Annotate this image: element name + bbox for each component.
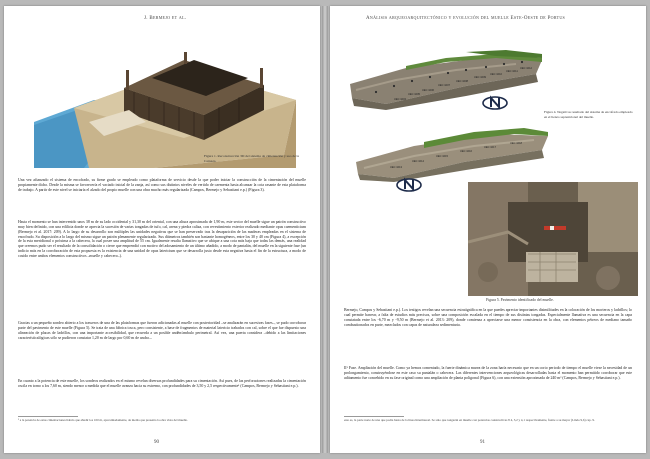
right-footnote-rule (344, 416, 404, 417)
figure-5-excavation-photo (468, 182, 638, 296)
book-gutter (322, 6, 328, 453)
ue-label: UEC 1015 (436, 155, 448, 158)
north-arrow-icon (480, 92, 510, 114)
right-paragraph-2: II¹ Fase. Ampliación del muelle. Como ya hemos comentado, la fuerte dinámica marea de la zona haría necesario que en un corto periodo de tiempo el muelle viese la necesidad de un prolongamiento, construyéndose en este caso su pantalán o cabecera. Las diferentes intervenciones arqueológicas desarrolladas hasta el momento han permitido corroborar que este aditamento fue concebido en su fase original como una ampliación de planta poligonal (Figura 6), con una extensión aproximada de 240 m² (Campos, Bermejo y Sebastiani e.p.). (344, 366, 632, 380)
right-footnote: este es, la parte norte de una que podía hasta de la línea Intermareal. Se sólo que tongarán en muelle con potencias constructivas 8 4, 3,2 y 4,1 respectivamente, frente a su mayor (Lindo 9,6) cap. 9. (344, 418, 595, 422)
left-running-head: J. Bermejo et al. (144, 16, 187, 21)
ue-label: UEC 1009 (474, 76, 486, 79)
ue-label: UEC 1004 (394, 98, 406, 101)
ue-label: UEC 1010 (490, 73, 502, 76)
ue-label: UEC 1017 (484, 146, 496, 149)
left-paragraph-2: Hasta el momento se han intervenido unos 38 m de su lado occidental y 31,30 m del oriental, con una altura aproximada de 1,90 m, este sector del muelle sigue un patrón constructivo muy bien definido, con una edilicia donde se aprecia la sucesión de varias tongadas de tufo, cal, arena y piedra caliza, con revestimiento exterior realizado mediante opus caementicium (Bermejo et al. 2017: 209). A lo largo de su desarrollo son múltiples las unidades negativas que se han preservado tras la desaparición de las maderas empleadas en el sistema de encofrado. Su disposición a lo largo del mismo sigue un patrón plenamente regularizado. Sus diámetros también son bastante homogéneos, entre los 30 y 40 cm (Figura 4), a excepción de la esta meridional o próxima a la cabecera, la cual posee una amplitud de 55 cm. Igualmente resalta llamativo que se ubique a una cota más baja que todas las demás, una realidad que creemos pudo ser el resultado de la consolidación o cierre que emprendió con motivo del adosamiento de un último añadido, a modo de pantalán, del muelle en la siguiente fase (un indicio más en la corroboración de esta propuesta es la existencia de una unidad de opus latericium que se desarrolla justo desde esta negativa hasta el fin de la estructura, a modo de cosido entre ambos elementos constructivos –muelle y cabecero–). (18, 220, 306, 258)
ue-label: UEC 1018 (510, 142, 522, 145)
figure-5-photo (468, 182, 638, 296)
north-arrow-icon (394, 174, 424, 196)
left-footnote-rule (18, 416, 78, 417)
ue-label: UEC 1011 (506, 70, 518, 73)
ue-label: UEC 1012 (520, 67, 532, 70)
ue-label: UEC 1007 (438, 84, 450, 87)
figure-4-photogrammetry-bottom (354, 122, 550, 182)
left-page (4, 6, 320, 453)
right-paragraph-1: Bermejo, Campos y Sebastiani e.p.). Los testigos revelan una secuencia estratigráfica en la que puedes apreciar importantes disimilitudes en la coloración de los morteros y ladrillos; lo cual permite barrear, a falta de estudios más precisos, sobre una composición escalada en el tiempo de sus distintas tongadas. Especialmente llamativa es una secuencia en la capa constatada entre los -6,70 m y -9,50 m (Bermejo et al. 2013: 209), donde comienza a apreciarse una menor consistencia en la obra, con elementos pétreos de mediano tamaño combustionados en parte, mezclados con capas de naturaleza sedimentaria. (344, 308, 632, 327)
left-paragraph-3: Gracias a un pequeño sondeo abierto a los trasseros de una de las plataformas que fueron adicionadas al muelle con posterioridad –se analizarán en sucesivas fases–, se pudo corroborar parte del pavimento de este muelle (Figura 5). Se trata de una fábrica tosca, pero consistente, a base de fragmentos de material latericio trabados con cal, sobre el que fue dispuesto una alineación de placas de ladrillos, con una importante accesibilidad, que recuerda a un posible andén/ambulo perimetral. Así vez, una puerta considera –debido a las limitaciones característicalógicas sólo se pudieron constatar 1,20 m de largo por 0,60 m de ancho–. (18, 321, 306, 340)
ue-label: UEC 1013 (390, 166, 402, 169)
figure-4-photogrammetry-top (346, 46, 546, 110)
figure-1-3d-reconstruction (34, 30, 304, 168)
right-page-number: 91 (480, 440, 485, 445)
left-paragraph-1: Una vez afianzado el sistema de encofrado, su firme grado se empleado como plataforma de servicio desde la que poder iniciar la construcción de la cimentación del muelle propiamente dicho. Desde la misma se favorecería el vaciado inicial de la zanja, así como sus distintos niveles de vertido de caementa hasta alcanzar la cota rasante de esta plataforma de trabajo. A partir de este nivel se iniciaría el alzado del propio muelle con una obra mucho más regularizada (Campos, Bermejo y Sebastiani e.p.) (Figura 3). (18, 178, 306, 192)
figure-1-render (34, 30, 304, 168)
ue-label: UEC 1006 (422, 89, 434, 92)
ue-label: UEC 1005 (408, 93, 420, 96)
figure-4-model-top (346, 46, 546, 110)
ue-label: UEC 1016 (460, 150, 472, 153)
ue-label: UEC 1014 (412, 160, 424, 163)
figure-5-caption: Figura 5. Pavimento identificado del muelle. (486, 298, 554, 302)
left-page-number: 90 (154, 440, 159, 445)
left-paragraph-4: En cuanto a la potencia de este muelle, los sondeos realizados en el mismo revelan diversas profundidades para su cimentación. Así pues, de las perforaciones realizadas la cimentación oscila en torno a los 7,60 m, siendo menor a medida que el muelle avanza hacia su extremo, con profundidades de 3,50 y 2,5 respectivamente¹ (Campos, Bermejo y Sebastiani e.p.). (18, 379, 306, 388)
right-page (330, 6, 646, 453)
figure-4-model-bottom (354, 122, 550, 182)
ue-label: UEC 1008 (456, 80, 468, 83)
right-running-head: Análisis arqueoarquitectónico y evolución del muelle Este-Oeste de Portus (366, 16, 566, 21)
left-footnote: ¹ a la potencia de estas cimentaciones habría que añadir los 100 m, aproximadamente, de media que presenta la obra vista del muelle. (18, 418, 188, 422)
figure-4-caption: Figura 4. Negativos resultado del sistema de encofrado empleado en el lienzo septentrional del muelle. (544, 110, 633, 119)
figure-1-caption: Figura 1. Reconstrucción 3D del sistema de cimentación y uso de la Carnaza. (204, 154, 300, 163)
